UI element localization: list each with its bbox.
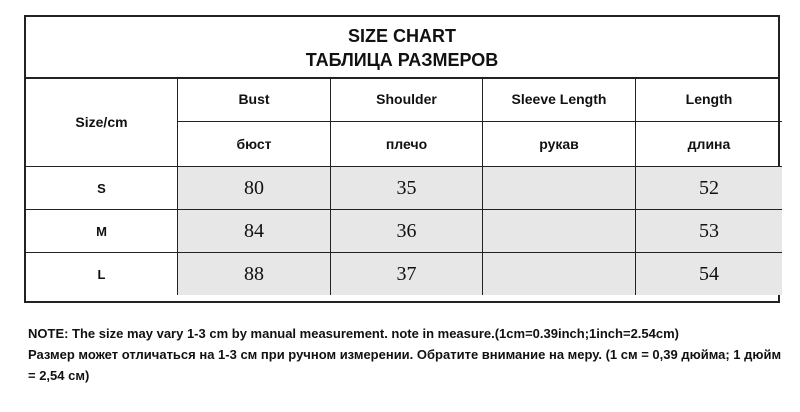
sleeve-length-value xyxy=(483,253,636,296)
column-header-shoulder-ru: плечо xyxy=(331,122,483,167)
column-header-shoulder: Shoulder xyxy=(331,77,483,122)
column-header-bust-ru: бюст xyxy=(178,122,331,167)
length-value: 52 xyxy=(636,167,783,210)
size-table xyxy=(26,77,782,295)
size-chart xyxy=(24,15,780,303)
header-row-en xyxy=(26,77,782,122)
column-header-bust: Bust xyxy=(178,77,331,122)
bust-value: 88 xyxy=(178,253,331,296)
column-header-sleeve-length: Sleeve Length xyxy=(483,77,636,122)
column-header-sleeve-length-ru: рукав xyxy=(483,122,636,167)
measurement-note xyxy=(28,323,788,386)
length-value: 53 xyxy=(636,210,783,253)
chart-title-block xyxy=(26,17,778,79)
size-cm-header: Size/cm xyxy=(26,77,178,167)
shoulder-value: 37 xyxy=(331,253,483,296)
size-label: M xyxy=(26,210,178,253)
shoulder-value: 36 xyxy=(331,210,483,253)
bust-value: 84 xyxy=(178,210,331,253)
sleeve-length-value xyxy=(483,167,636,210)
chart-title-ru: ТАБЛИЦА РАЗМЕРОВ xyxy=(305,50,499,70)
length-value: 54 xyxy=(636,253,783,296)
size-label: S xyxy=(26,167,178,210)
table-row xyxy=(26,253,782,296)
shoulder-value: 35 xyxy=(331,167,483,210)
table-row xyxy=(26,167,782,210)
bust-value: 80 xyxy=(178,167,331,210)
note-text-en: NOTE: The size may vary 1-3 cm by manual measurement. note in measure.(1cm=0.39inch;1inch=2.54cm) xyxy=(28,326,679,341)
chart-title-en: SIZE CHART xyxy=(348,26,456,46)
column-header-length-ru: длина xyxy=(636,122,783,167)
sleeve-length-value xyxy=(483,210,636,253)
note-text-ru: Размер может отличаться на 1-3 см при ручном измерении. Обратите внимание на меру. (1 см = 0,39 дюйма; 1 дюйм = 2,54 см) xyxy=(28,347,782,383)
column-header-length: Length xyxy=(636,77,783,122)
size-label: L xyxy=(26,253,178,296)
table-row xyxy=(26,210,782,253)
